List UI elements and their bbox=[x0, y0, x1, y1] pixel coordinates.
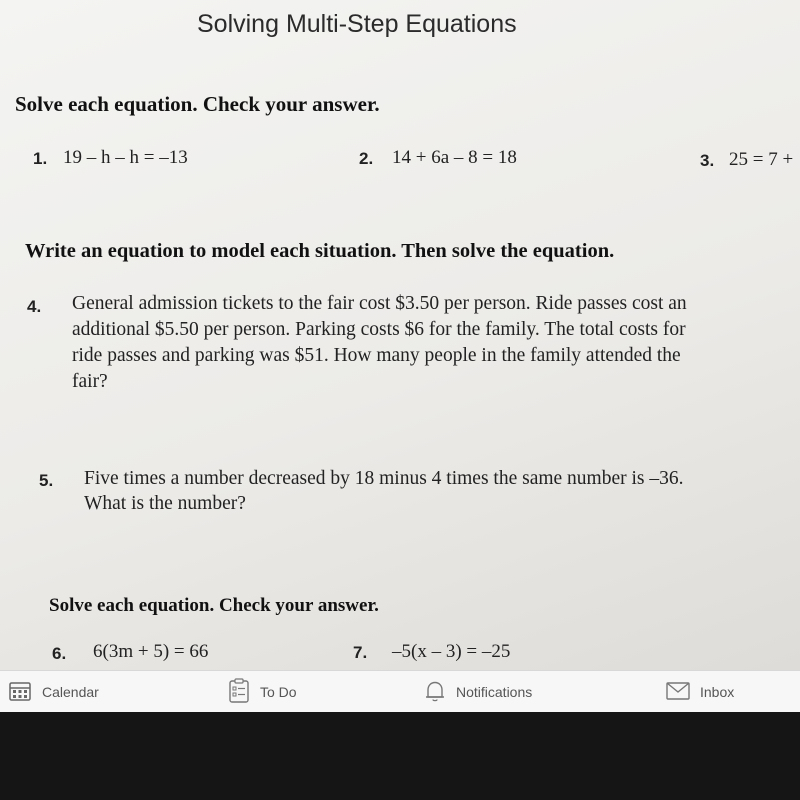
nav-todo[interactable] bbox=[228, 671, 297, 713]
problem-2-number: 2. bbox=[359, 149, 374, 168]
problem-4-number: 4. bbox=[27, 297, 42, 316]
problem-1-number: 1. bbox=[33, 149, 48, 168]
problem-3-equation: 25 = 7 + bbox=[729, 149, 794, 170]
problem-5-line: Five times a number decreased by 18 minus 4 times the same number is –36. bbox=[84, 468, 684, 489]
problem-1-equation: 19 – h – h = –13 bbox=[63, 147, 188, 168]
problem-4-line: General admission tickets to the fair cost $3.50 per person. Ride passes cost an bbox=[72, 293, 687, 314]
screen-bezel bbox=[0, 712, 800, 800]
problem-5-text bbox=[84, 466, 684, 516]
section3-heading: Solve each equation. Check your answer. bbox=[49, 595, 379, 616]
problem-7-equation: –5(x – 3) = –25 bbox=[392, 641, 511, 662]
todo-icon bbox=[228, 678, 250, 707]
problem-7-number: 7. bbox=[353, 643, 368, 662]
nav-calendar[interactable] bbox=[8, 671, 99, 713]
bottom-nav-bar bbox=[0, 670, 800, 713]
problem-6-equation: 6(3m + 5) = 66 bbox=[93, 641, 209, 662]
problem-4-line: ride passes and parking was $51. How many people in the family attended the bbox=[72, 345, 681, 366]
problem-4-text bbox=[72, 291, 687, 395]
nav-todo-label: To Do bbox=[260, 684, 297, 700]
nav-inbox[interactable] bbox=[666, 671, 734, 713]
nav-inbox-label: Inbox bbox=[700, 684, 735, 700]
section1-heading: Solve each equation. Check your answer. bbox=[15, 92, 380, 116]
problem-2-equation: 14 + 6a – 8 = 18 bbox=[392, 147, 517, 168]
inbox-icon bbox=[666, 682, 690, 703]
problem-4-line: additional $5.50 per person. Parking costs $6 for the family. The total costs for bbox=[72, 319, 686, 340]
calendar-icon bbox=[8, 679, 32, 706]
nav-calendar-label: Calendar bbox=[42, 684, 99, 700]
nav-notifications-label: Notifications bbox=[456, 684, 533, 700]
problem-6-number: 6. bbox=[52, 644, 67, 663]
section2-heading: Write an equation to model each situation. Then solve the equation. bbox=[25, 240, 615, 262]
problem-4-line: fair? bbox=[72, 371, 108, 392]
bell-icon bbox=[424, 679, 446, 706]
worksheet-title: Solving Multi-Step Equations bbox=[197, 10, 517, 38]
problem-5-line: What is the number? bbox=[84, 493, 246, 514]
nav-notifications[interactable] bbox=[424, 671, 532, 713]
problem-5-number: 5. bbox=[39, 471, 54, 490]
problem-3-number: 3. bbox=[700, 151, 715, 170]
